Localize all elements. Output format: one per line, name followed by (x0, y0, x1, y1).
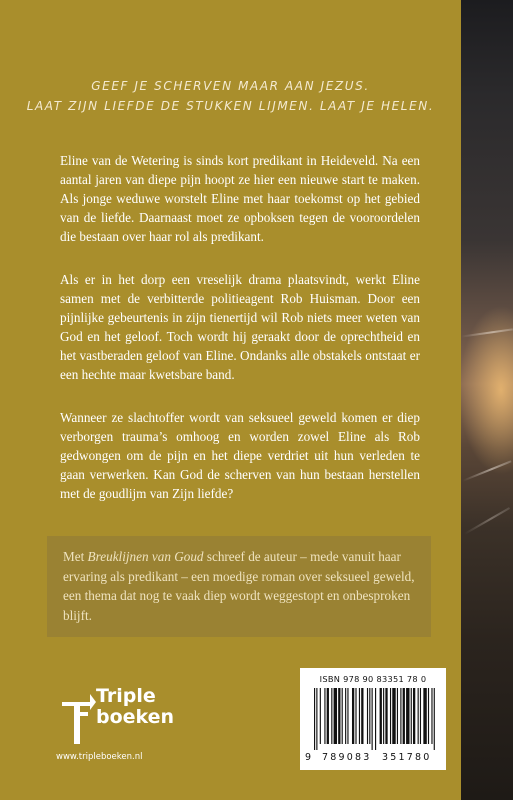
barcode-bar (413, 688, 415, 744)
barcode-bar (316, 688, 317, 750)
barcode-bar (406, 688, 409, 744)
barcode-bar (355, 688, 356, 744)
barcode-bar (372, 688, 373, 750)
publisher-url: www.tripleboeken.nl (56, 752, 143, 762)
barcode-bar (431, 688, 432, 744)
barcode-bar (369, 688, 370, 744)
barcode-bar (434, 688, 435, 750)
barcode-bar (361, 688, 363, 744)
barcode-bar (385, 688, 387, 744)
quote-text (63, 547, 415, 625)
barcode-digit-group-2: 351780 (382, 752, 432, 763)
barcode-bar (347, 688, 348, 744)
barcode-bar (428, 688, 429, 744)
barcode-bar (390, 688, 391, 744)
publisher-name (96, 686, 174, 728)
quote-book-title: Breuklijnen van Goud (87, 549, 204, 564)
light-streak (464, 507, 510, 535)
barcode-bar (352, 688, 354, 744)
barcode-bar (359, 688, 360, 744)
barcode-bar (418, 688, 419, 744)
barcode-bar (338, 688, 340, 744)
barcode-bar (345, 688, 346, 744)
barcode-bar (397, 688, 398, 744)
barcode-bars (314, 688, 436, 750)
quote-box (47, 536, 431, 637)
barcode-bar (420, 688, 421, 744)
blurb-paragraph-1: Eline van de Wetering is sinds kort predikant in Heideveld. Na een aantal jaren van diepe pijn hoopt ze hier een nieuwe start te maken. Als jonge weduwe worstelt Eline met haar toekomst op het gebied van de liefde. Daarnaast moet ze opboksen tegen de vooroordelen die bestaan over haar rol als predikant. (60, 153, 420, 244)
barcode-bar (331, 688, 332, 744)
barcode-digit-group-1: 789083 (322, 752, 372, 763)
barcode-bar (342, 688, 343, 744)
barcode-bar (314, 688, 315, 750)
publisher-logo (56, 685, 175, 756)
barcode-bar (327, 688, 329, 744)
barcode-bar (334, 688, 337, 744)
isbn-barcode (300, 668, 446, 770)
barcode-digit-first: 9 (305, 752, 312, 763)
barcode-bar (392, 688, 395, 744)
isbn-label: ISBN 978 90 83351 78 0 (319, 674, 427, 684)
barcode-bar (320, 688, 321, 744)
blurb-paragraph-2: Als er in het dorp een vreselijk drama plaatsvindt, werkt Eline samen met de verbitterde politieagent Rob Huisman. Door een pijnlijke gebeurtenis in zijn tienertijd wil Rob niets meer weten van God en het geloof. Toch wordt hij geraakt door de oprechtheid en het vastberaden geloof van Eline. Ondanks alle obstakels ontstaat er een hechte maar kwetsbare band. (60, 272, 420, 382)
barcode-bar (403, 688, 405, 744)
barcode-bar (411, 688, 412, 744)
barcode-bar (383, 688, 384, 744)
barcode-bar (380, 688, 382, 744)
triple-logo-icon (60, 692, 98, 746)
barcode-bar (367, 688, 368, 744)
light-streak (461, 328, 513, 337)
cover-photo-strip (461, 0, 513, 800)
barcode-bar (400, 688, 401, 744)
light-streak (463, 460, 512, 481)
publisher-name-line-2: boeken (96, 706, 175, 728)
blurb-paragraph-3: Wanneer ze slachtoffer wordt van seksueel geweld komen er diep verborgen trauma’s omhoog en worden zowel Eline als Rob gedwongen om de pijn en het diepe verdriet uit hun verleden te gaan verwerken. Kan God de scherven van hun bestaan herstellen met de goudlijm van Zijn liefde? (60, 410, 420, 501)
quote-rest: schreef de auteur – mede vanuit haar ervaring als predikant – een moedige roman over seksueel geweld, een thema dat nog te vaak diep wordt weggestopt en onbesproken blijft. (63, 549, 415, 623)
barcode-bar (423, 688, 426, 744)
barcode-bar (324, 688, 325, 744)
barcode-bar (375, 688, 376, 750)
quote-prefix: Met (63, 549, 88, 564)
tagline-line-2: LAAT ZIJN LIEFDE DE STUKKEN LIJMEN. LAAT JE HELEN. (26, 99, 435, 113)
publisher-name-line-1: Triple (96, 685, 156, 707)
tagline-line-1: GEEF JE SCHERVEN MAAR AAN JEZUS. (91, 79, 370, 93)
